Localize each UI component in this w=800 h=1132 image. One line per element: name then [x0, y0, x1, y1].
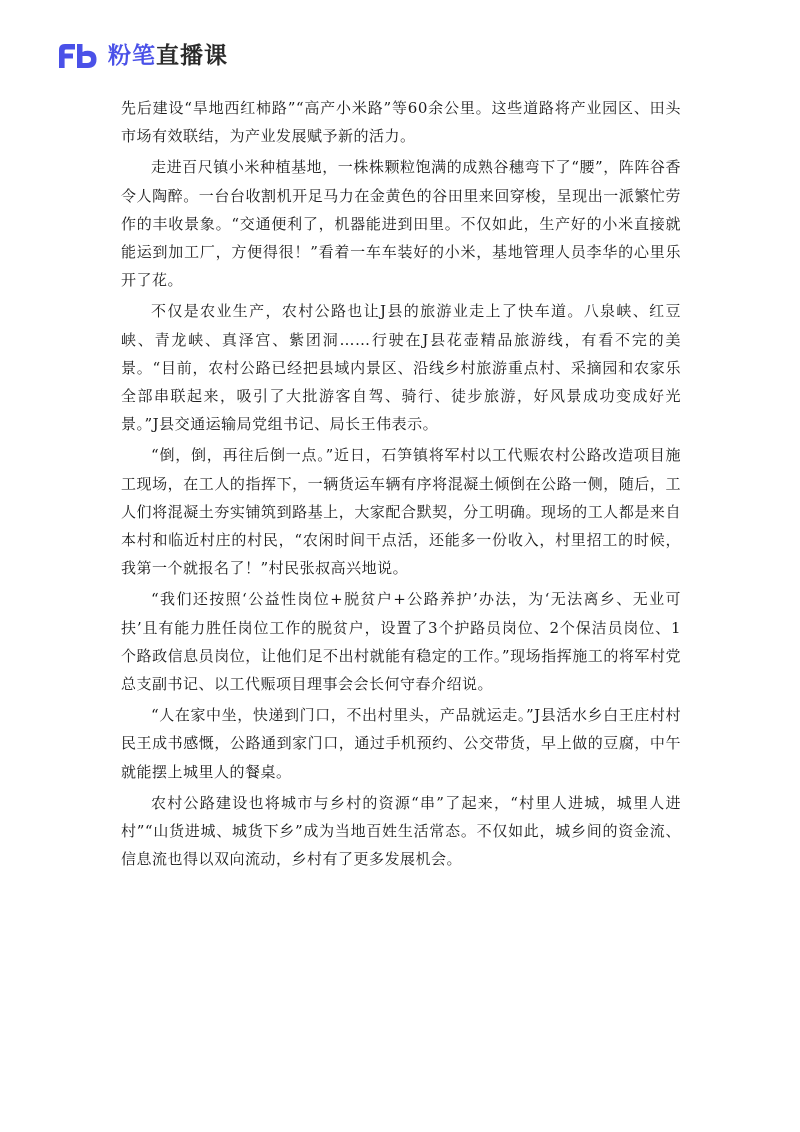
paragraph: “我们还按照‘公益性岗位+脱贫户+公路养护’办法，为‘无法离乡、无业可扶’且有能力胜任岗位工作的脱贫户，设置了3个护路员岗位、2个保洁员岗位、1个路政信息员岗位，让他们足不出村就能有稳定的工作。”现场指挥施工的将军村党总支副书记、以工代赈项目理事会会长何守春介绍说。: [121, 590, 681, 694]
paragraph: 农村公路建设也将城市与乡村的资源“串”了起来，“村里人进城，城里人进村”“山货进城、城货下乡”成为当地百姓生活常态。不仅如此，城乡间的资金流、信息流也得以双向流动，乡村有了更多发展机会。: [121, 793, 681, 869]
header: [56, 38, 228, 74]
brand-name-rest: 直播课: [156, 43, 228, 69]
paragraph: “倒，倒，再往后倒一点。”近日，石笋镇将军村以工代赈农村公路改造项目施工现场，在工人的指挥下，一辆货运车辆有序将混凝土倾倒在公路一侧，随后，工人们将混凝土夯实铺筑到路基上，大家配合默契，分工明确。现场的工人都是来自本村和临近村庄的村民，“农闲时间干点活，还能多一份收入，村里招工的时候，我第一个就报名了！”村民张叔高兴地说。: [121, 446, 681, 578]
brand-name-accent: 粉笔: [108, 43, 156, 69]
article-body: [121, 94, 681, 876]
paragraph: 不仅是农业生产，农村公路也让J县的旅游业走上了快车道。八泉峡、红豆峡、青龙峡、真泽宫、紫团洞……行驶在J县花壶精品旅游线，有看不完的美景。“目前，农村公路已经把县域内景区、沿线乡村旅游重点村、采摘园和农家乐全部串联起来，吸引了大批游客自驾、骑行、徒步旅游，好风景成功变成好光景。”J县交通运输局党组书记、局长王伟表示。: [121, 302, 681, 434]
paragraph: “人在家中坐，快递到门口，不出村里头，产品就运走。”J县活水乡白王庄村村民王成书感慨，公路通到家门口，通过手机预约、公交带货，早上做的豆腐，中午就能摆上城里人的餐桌。: [121, 706, 681, 781]
paragraph: 先后建设“旱地西红柿路”“高产小米路”等60余公里。这些道路将产业园区、田头市场有效联结，为产业发展赋予新的活力。: [121, 99, 681, 146]
brand-name: [108, 41, 228, 71]
paragraph: 走进百尺镇小米种植基地，一株株颗粒饱满的成熟谷穗弯下了“腰”，阵阵谷香令人陶醉。一台台收割机开足马力在金黄色的谷田里来回穿梭，呈现出一派繁忙劳作的丰收景象。“交通便利了，机器能进到田里。不仅如此，生产好的小米直接就能运到加工厂，方便得很！”看着一车车装好的小米，基地管理人员李华的心里乐开了花。: [121, 158, 681, 290]
fb-logo-icon: [56, 41, 100, 71]
